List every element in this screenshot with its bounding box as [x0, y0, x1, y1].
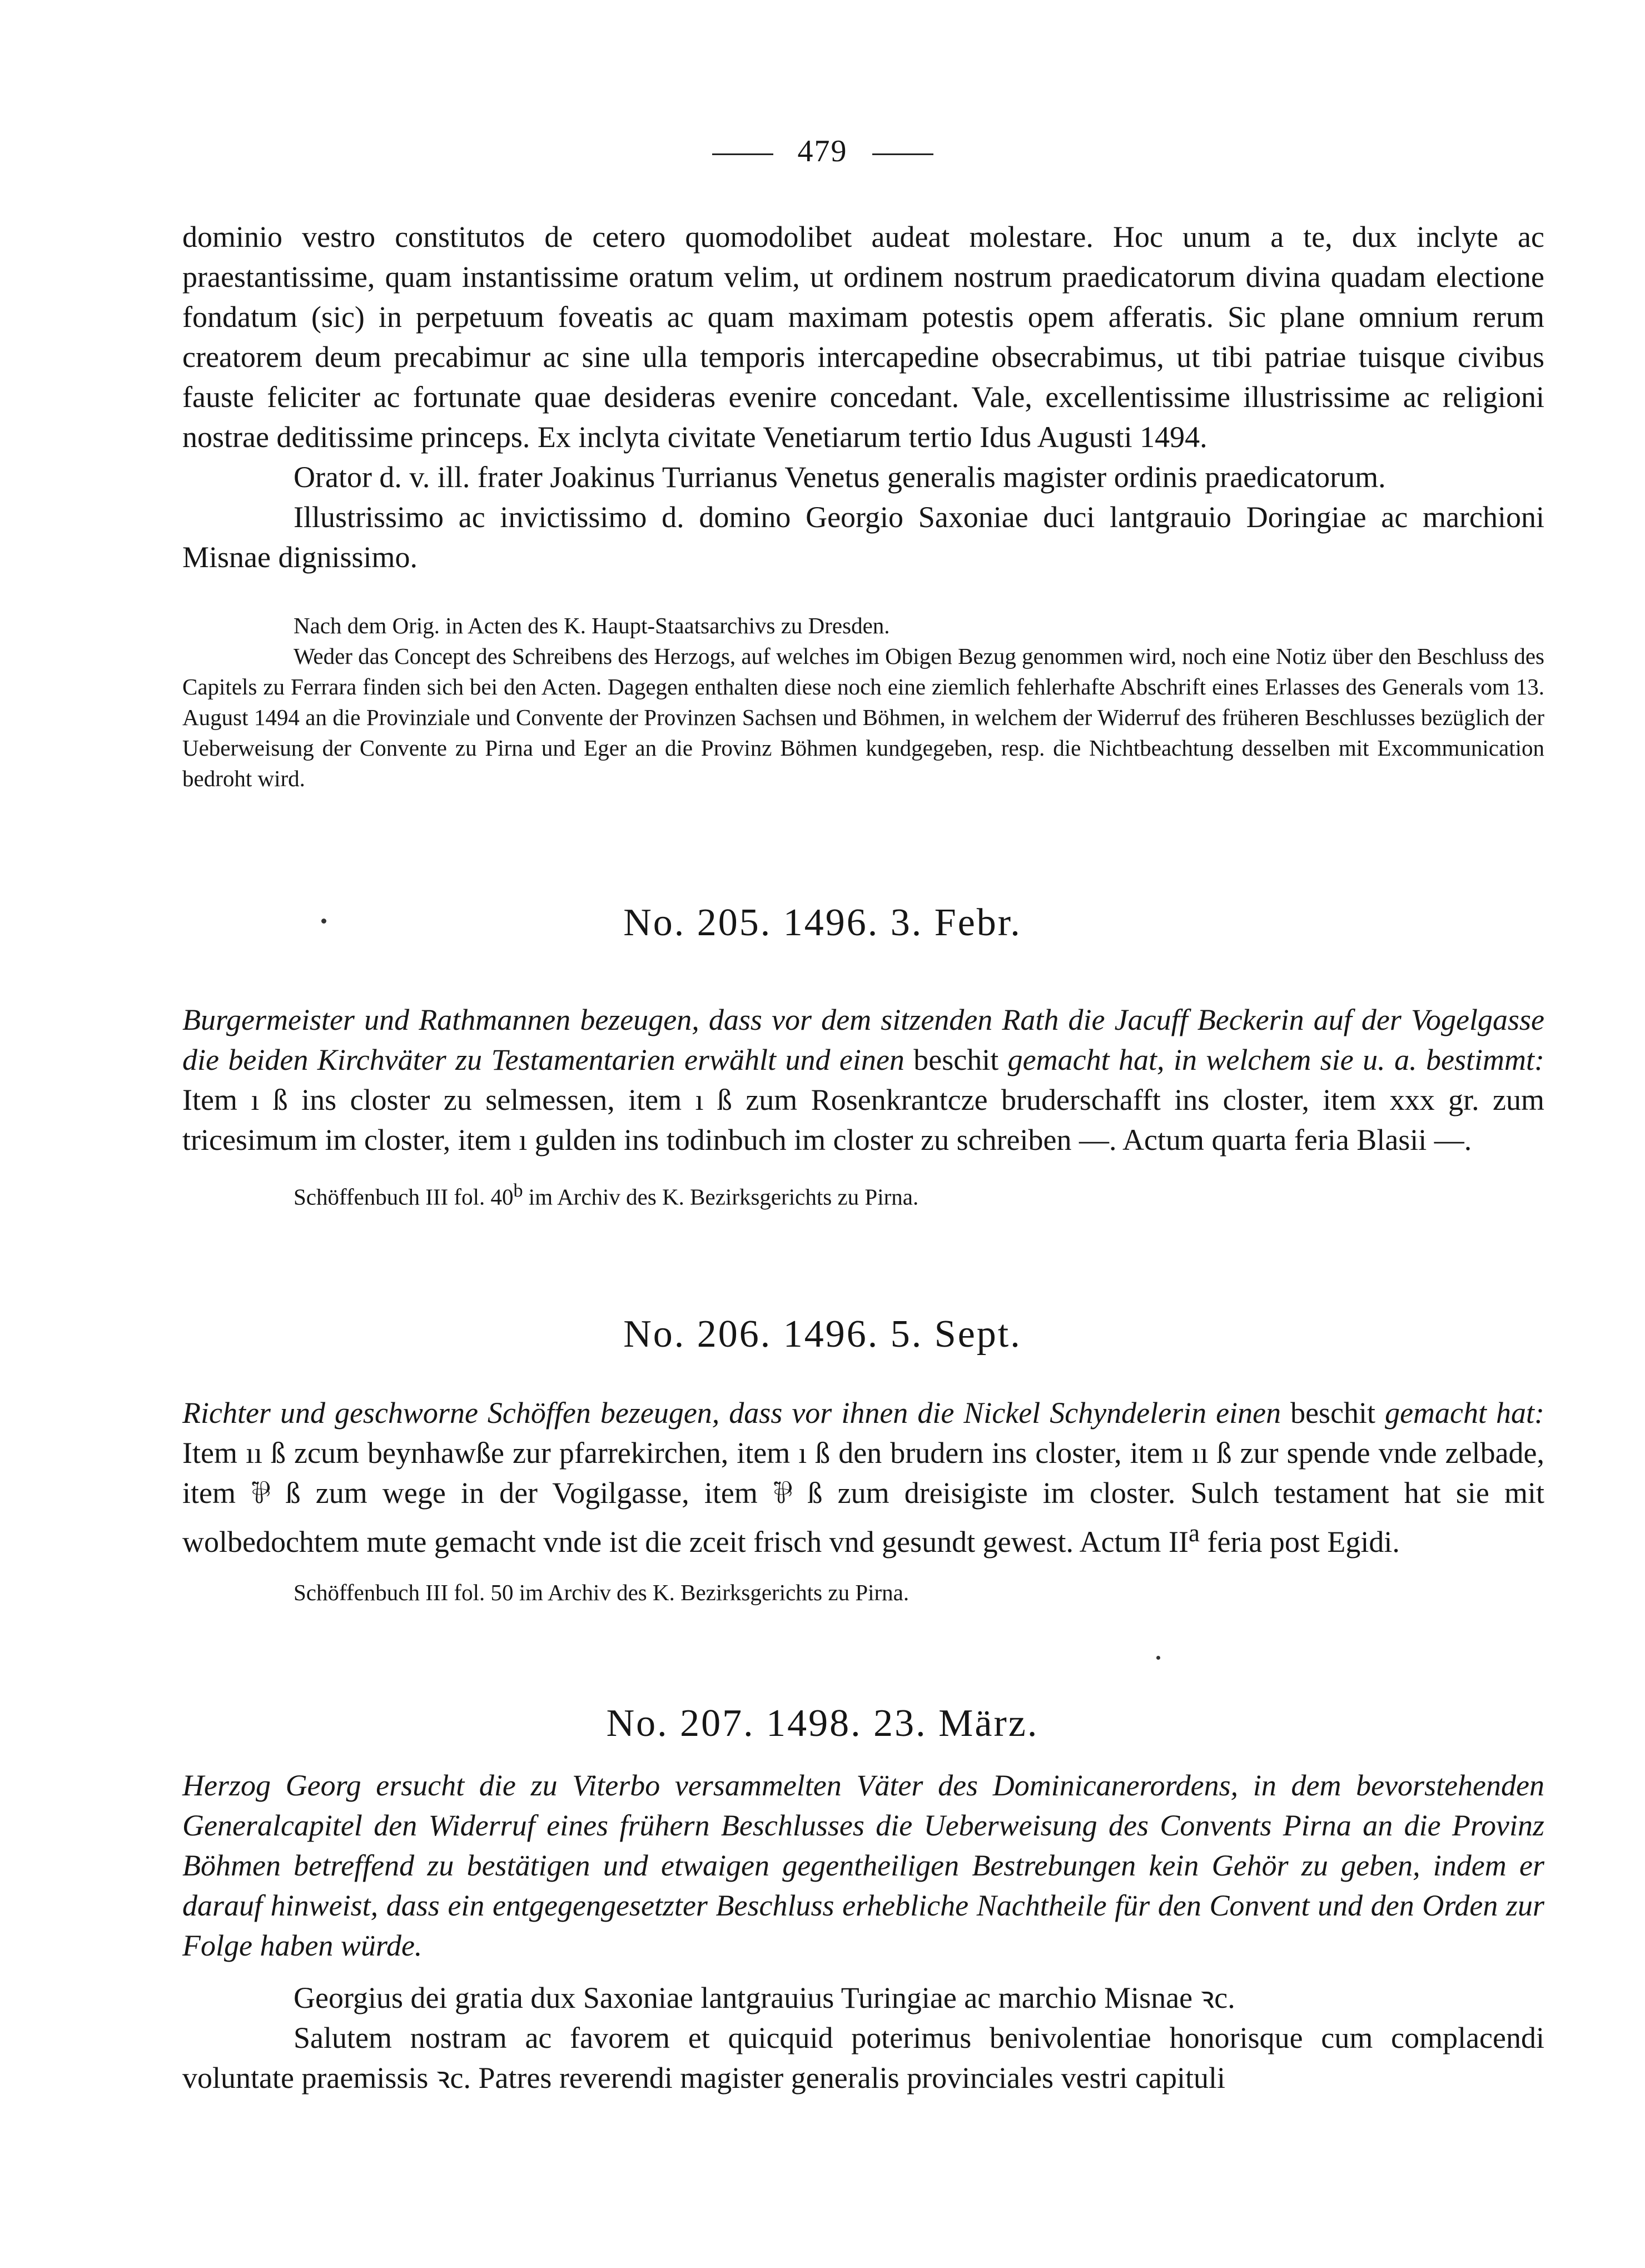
- entry-207-greeting: Georgius dei gratia dux Saxoniae lantgrauius Turingiae ac marchio Misnae ꝛc.: [294, 1981, 1235, 2014]
- entry-205: [182, 1000, 1544, 1213]
- entry-206-summary-end: gemacht hat:: [1385, 1396, 1544, 1430]
- entry-206-body-end: feria post Egidi.: [1200, 1525, 1400, 1559]
- page-number: 479: [797, 134, 848, 168]
- letter-signature: Orator d. v. ill. frater Joakinus Turrianus Venetus generalis magister ordinis praedicatorum.: [294, 460, 1386, 494]
- entry-heading-206: No. 206. 1496. 5. Sept.: [623, 1313, 1022, 1356]
- entry-205-summary-word: beschit: [904, 1043, 1008, 1076]
- entry-heading-207: No. 207. 1498. 23. März.: [606, 1702, 1039, 1745]
- entry-207-summary: Herzog Georg ersucht die zu Viterbo versammelten Väter des Dominicanerordens, in dem bevorstehenden Generalcapitel den Widerruf eines frühern Beschlusses die Ueberweisung des Convents Pirna an die Provinz Böhmen betreffend zu bestätigen und etwaigen gegentheiligen Bestrebungen kein Gehör zu geben, indem er darauf hinweist, dass ein entgegengesetzter Beschluss erhebliche Nachtheile für den Convent und den Orden zur Folge haben würde.: [182, 1769, 1544, 1962]
- entry-205-summary: Burgermeister und Rathmannen bezeugen, dass vor dem sitzenden Rath die Jacuff Beckerin auf der Vogelgasse die beiden Kirchväter zu Testamentarien erwählt und einen: [182, 1003, 1544, 1076]
- left-rule: [712, 153, 773, 155]
- entry-206-source: Schöffenbuch III fol. 50 im Archiv des K. Bezirksgerichts zu Pirna.: [294, 1580, 910, 1605]
- editor-notes: [182, 611, 1544, 794]
- entry-206-body: Item ıı ß zcum beynhawße zur pfarrekirchen, item ı ß den brudern ins closter, item ıı ß zur spende vnde zelbade, item ⅌ ß zum wege in der Vogilgasse, item ⅌ ß zum dreisigiste im closter. Sulch testament hat sie mit wolbedochtem mute gemacht vnde ist die zceit frisch vnd gesundt gewest. Actum II: [182, 1436, 1544, 1559]
- entry-205-text: [182, 1000, 1544, 1160]
- right-rule: [872, 153, 933, 155]
- stray-mark-2: [1156, 1656, 1160, 1660]
- entry-205-summary-end: gemacht hat, in welchem sie u. a. bestimmt:: [1007, 1043, 1544, 1076]
- entry-205-source-sup: b: [513, 1180, 523, 1201]
- entry-heading-205: No. 205. 1496. 3. Febr.: [623, 901, 1022, 944]
- page-number-line: [0, 133, 1645, 169]
- entry-207-body: Salutem nostram ac favorem et quicquid poterimus benivolentiae honorisque cum complacendi voluntate praemissis ꝛc. Patres reverendi magister generalis provinciales vestri capituli: [182, 2021, 1544, 2095]
- entry-206: [182, 1393, 1544, 1608]
- entry-207: [182, 1765, 1544, 2098]
- entry-206-text: [182, 1393, 1544, 1562]
- letter-address: Illustrissimo ac invictissimo d. domino Georgio Saxoniae duci lantgrauio Doringiae ac marchioni Misnae dignissimo.: [182, 500, 1544, 574]
- entry-206-summary-word: beschit: [1281, 1396, 1385, 1430]
- entry-205-source-a: Schöffenbuch III fol. 40: [294, 1184, 514, 1210]
- entry-205-source: [182, 1175, 1544, 1213]
- entry-206-body-sup: a: [1189, 1519, 1200, 1547]
- letter-text: [182, 217, 1544, 577]
- entry-205-body: Item ı ß ins closter zu selmessen, item ı ß zum Rosenkrantcze bruderschafft ins closter, item xxx gr. zum tricesimum im closter, item ı gulden ins todinbuch im closter zu schreiben —. Actum quarta feria Blasii —.: [182, 1083, 1544, 1157]
- entry-205-source-b: im Archiv des K. Bezirksgerichts zu Pirna.: [523, 1184, 919, 1210]
- entry-206-summary: Richter und geschworne Schöffen bezeugen, dass vor ihnen die Nickel Schyndelerin einen: [182, 1396, 1281, 1430]
- source-note: Nach dem Orig. in Acten des K. Haupt-Staatsarchivs zu Dresden.: [294, 613, 890, 638]
- commentary-note: Weder das Concept des Schreibens des Herzogs, auf welches im Obigen Bezug genommen wird, noch eine Notiz über den Beschluss des Capitels zu Ferrara finden sich bei den Acten. Dagegen enthalten diese noch eine ziemlich fehlerhafte Abschrift eines Erlasses des Generals vom 13. August 1494 an die Provinziale und Convente der Provinzen Sachsen und Böhmen, in welchem der Widerruf des früheren Beschlusses bezüglich der Ueberweisung der Convente zu Pirna und Eger an die Provinz Böhmen kundgegeben, resp. die Nichtbeachtung desselben mit Excommunication bedroht wird.: [182, 643, 1544, 791]
- letter-paragraph: dominio vestro constitutos de cetero quomodolibet audeat molestare. Hoc unum a te, dux inclyte ac praestantissime, quam instantissime oratum velim, ut ordinem nostrum praedicatorum divina quadam electione fondatum (sic) in perpetuum foveatis ac quam maximam potestis opem afferatis. Sic plane omnium rerum creatorem deum precabimur ac sine ulla temporis intercapedine obsecrabimus, ut tibi patriae tuisque civibus fauste feliciter ac fortunate quae desideras evenire concedant. Vale, excellentissime illustrissime ac religioni nostrae deditissime princeps. Ex inclyta civitate Venetiarum tertio Idus Augusti 1494.: [182, 220, 1544, 454]
